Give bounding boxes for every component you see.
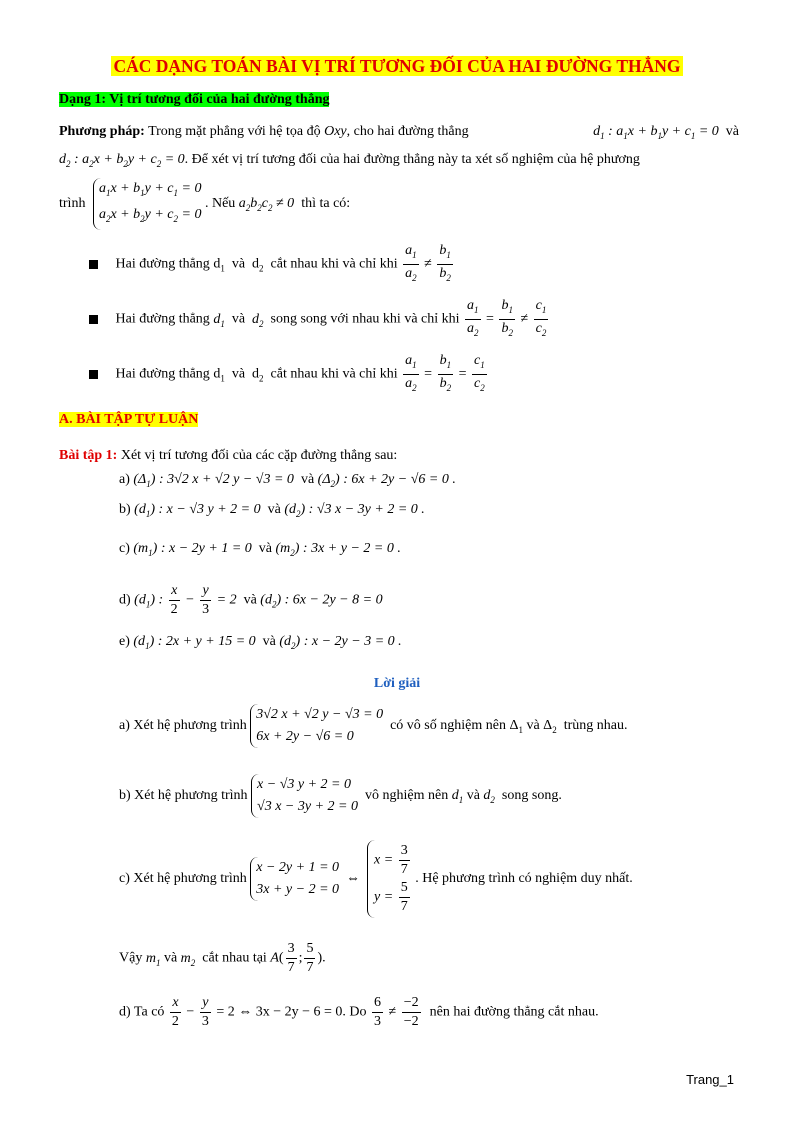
page-title: CÁC DẠNG TOÁN BÀI VỊ TRÍ TƯƠNG ĐỐI CỦA HAI ĐƯỜNG THẲNG — [113, 56, 681, 76]
page-number: Trang_1 — [686, 1072, 734, 1087]
solution-c-conclusion: Vậy $m_1$ và $m_2$ cắt nhau tại A( $\frac{3}{7}$ ; $\frac{5}{7}$ ). — [119, 941, 326, 975]
bullet-2: Hai đường thẳng $d_1$ và $d_2$ song song với nhau khi và chỉ khi $\frac{a_1}{a_2}$ = $\frac{b_1}{b_2}$ ≠ $\frac{c_1}{c_2}$ — [89, 297, 550, 342]
exercise-a: a) $(\Delta_1)$ : 3√2 x + √2 y − √3 = 0 và $(\Delta_2)$ : 6x + 2y − √6 = 0 . — [119, 472, 456, 489]
bullet-1: Hai đường thẳng $d_1$ và $d_2$ cắt nhau khi và chỉ khi $\frac{a_1}{a_2}$ ≠ $\frac{b_1}{b_2}$ — [89, 242, 455, 287]
exercise-title: Bài tập 1: Xét vị trí tương đối của các cặp đường thẳng sau: — [59, 448, 398, 463]
bullet-icon — [89, 315, 98, 324]
exercise-e: e) $(d_1)$ : 2x + y + 15 = 0 và $(d_2)$ : x − 2y − 3 = 0 . — [119, 634, 402, 651]
bullet-3: Hai đường thẳng $d_1$ và $d_2$ cắt nhau khi và chỉ khi $\frac{a_1}{a_2}$ = $\frac{b_1}{b_2}$ = $\frac{c_1}{c_2}$ — [89, 352, 489, 397]
solution-d: d) Ta có $\frac{x}{2}$ − $\frac{y}{3}$ = 2 ⇔ 3x − 2y − 6 = 0. Do $\frac{6}{3}$ ≠ $\frac{-2}{-2}$ nên hai đường thẳng cắt nhau. — [119, 995, 599, 1029]
method-line-2: $d_2$ : $a_2x + b_2y + c_2 = 0$. Để xét vị trí tương đối của hai đường thẳng này ta xét số nghiệm của hệ phương — [59, 152, 640, 169]
solution-label: Lời giải — [373, 676, 421, 691]
solution-c: c) Xét hệ phương trình x − 2y + 1 = 0 3x + y − 2 = 0 ⇔ x = $\frac{3}{7}$ y = $\frac{5}{7}$ . Hệ phương trình có nghiệm duy nhất. — [119, 840, 633, 918]
solution-a: a) Xét hệ phương trình 3√2 x + √2 y − √3 = 0 6x + 2y − √6 = 0 có vô số nghiệm nên $\Delta_1$ và $\Delta_2$ trùng nhau. — [119, 704, 627, 748]
exercise-c: c) $(m_1)$ : x − 2y + 1 = 0 và $(m_2)$ : 3x + y − 2 = 0 . — [119, 541, 401, 558]
bullet-icon — [89, 370, 98, 379]
method-line-1: Phương pháp: Trong mặt phẳng với hệ tọa độ Oxy, cho hai đường thẳng $d_1$ : $a_1x + b_1y + c_1 = 0$ và — [59, 124, 739, 141]
section-heading-dang1: Dạng 1: Vị trí tương đối của hai đường thẳng — [59, 92, 330, 107]
section-heading-a: A. BÀI TẬP TỰ LUẬN — [59, 412, 199, 427]
exercise-b: b) $(d_1)$ : x − √3 y + 2 = 0 và $(d_2)$ : √3 x − 3y + 2 = 0 . — [119, 502, 425, 519]
exercise-d: d) $(d_1)$ : $\frac{x}{2}$ − $\frac{y}{3}$ = 2 và $(d_2)$ : 6x − 2y − 8 = 0 — [119, 583, 383, 617]
bullet-icon — [89, 260, 98, 269]
solution-b: b) Xét hệ phương trình x − √3 y + 2 = 0 √3 x − 3y + 2 = 0 vô nghiệm nên $d_1$ và $d_2$ song song. — [119, 774, 562, 818]
method-line-3: trình $a_1x + b_1y + c_1 = 0$ $a_2x + b_2y + c_2 = 0$ . Nếu $a_2b_2c_2 \ne 0$ thì ta có: — [59, 178, 350, 230]
